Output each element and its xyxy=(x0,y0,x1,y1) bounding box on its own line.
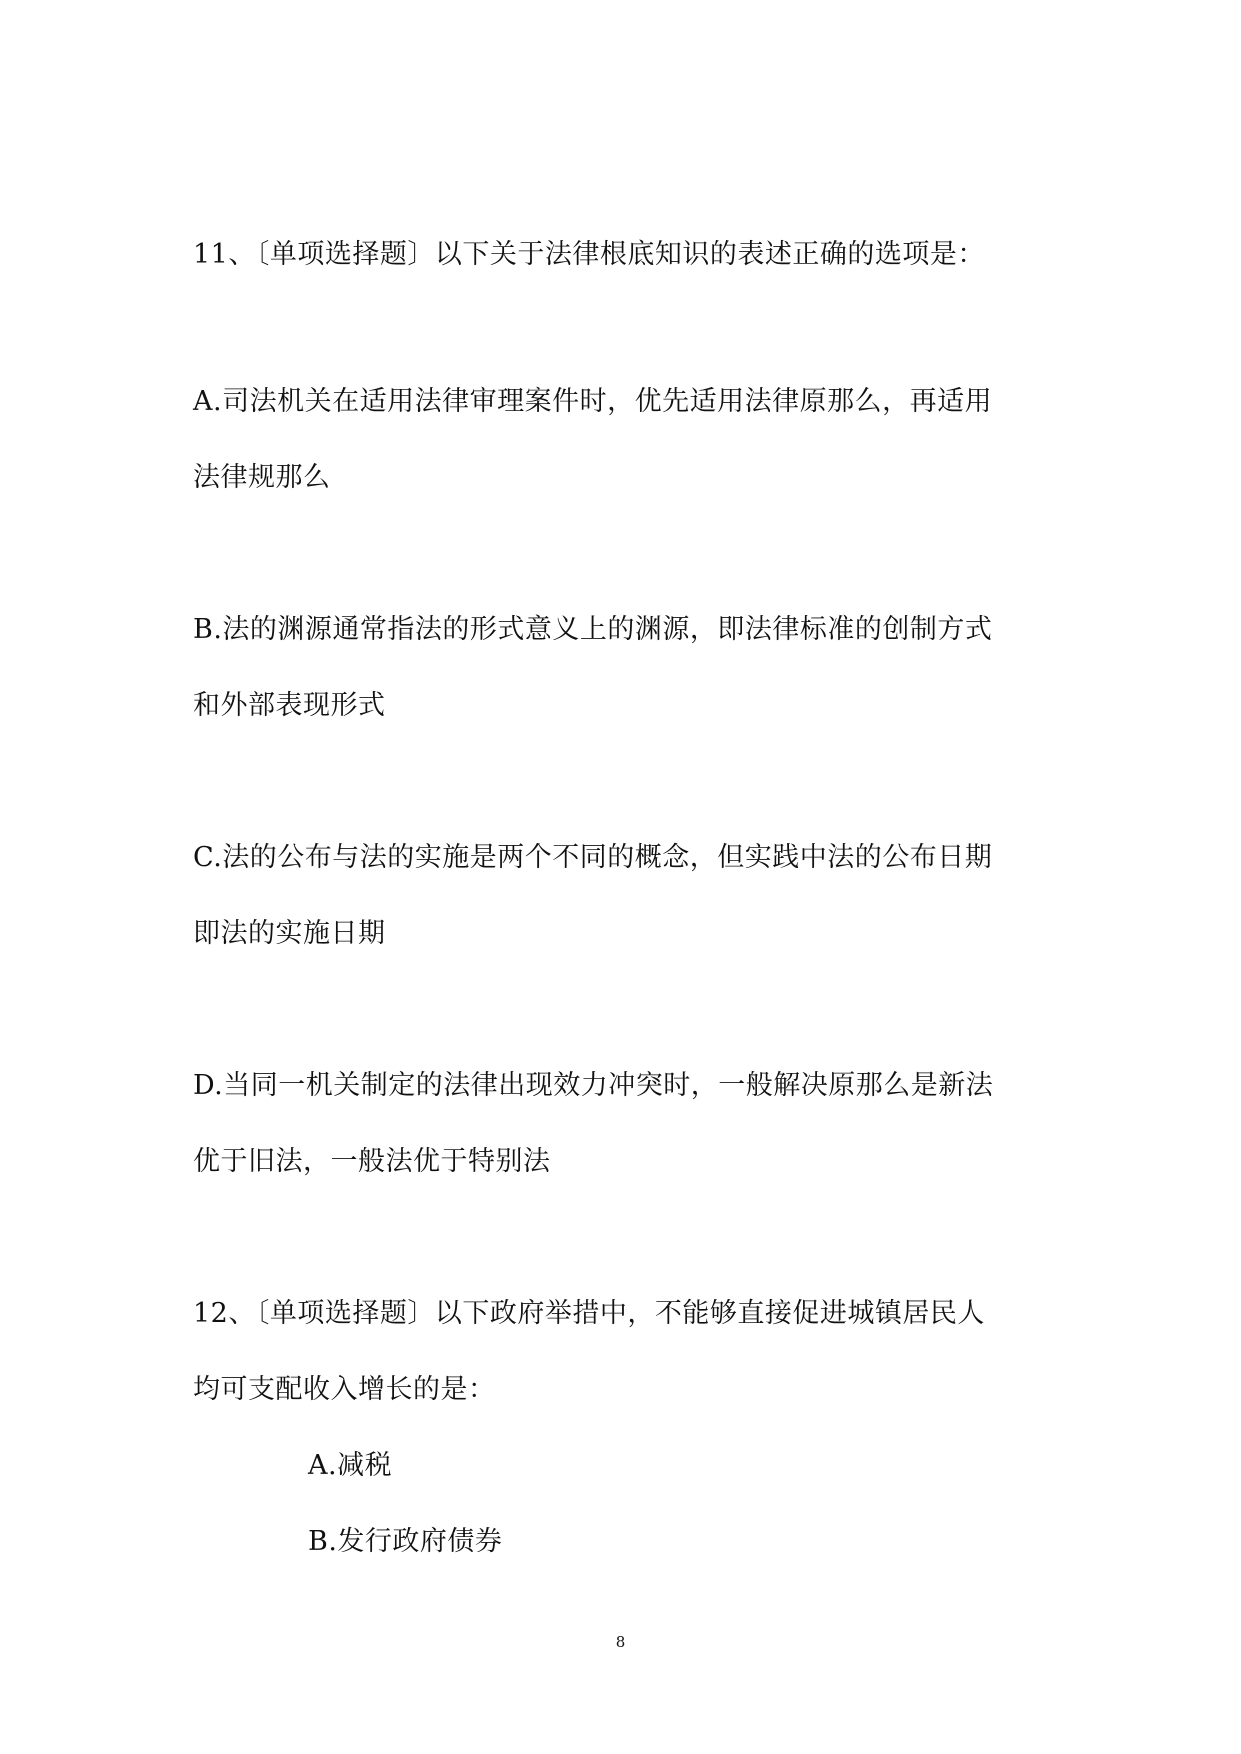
question-11-option-a-line-1: A.司法机关在适用法律审理案件时，优先适用法律原那么，再适用 xyxy=(193,386,993,417)
question-11-option-a-line-2: 法律规那么 xyxy=(193,462,331,493)
question-12-stem-line-1: 12、〔单项选择题〕以下政府举措中，不能够直接促进城镇居民人 xyxy=(193,1298,985,1329)
question-12-stem-line-2: 均可支配收入增长的是： xyxy=(193,1374,496,1405)
question-11-option-b-line-2: 和外部表现形式 xyxy=(193,690,386,721)
question-11-option-c-line-1: C.法的公布与法的实施是两个不同的概念，但实践中法的公布日期 xyxy=(193,842,993,873)
question-11-stem: 11、〔单项选择题〕以下关于法律根底知识的表述正确的选项是： xyxy=(193,239,985,270)
question-11-option-d-line-1: D.当同一机关制定的法律出现效力冲突时，一般解决原那么是新法 xyxy=(193,1070,994,1101)
question-12-option-a: A.减税 xyxy=(308,1450,393,1481)
page-number: 8 xyxy=(615,1633,626,1651)
question-11-option-d-line-2: 优于旧法，一般法优于特别法 xyxy=(193,1146,551,1177)
question-11-option-b-line-1: B.法的渊源通常指法的形式意义上的渊源，即法律标准的创制方式 xyxy=(193,614,993,645)
question-11-option-c-line-2: 即法的实施日期 xyxy=(193,918,386,949)
question-12-option-b: B.发行政府债券 xyxy=(308,1526,503,1557)
